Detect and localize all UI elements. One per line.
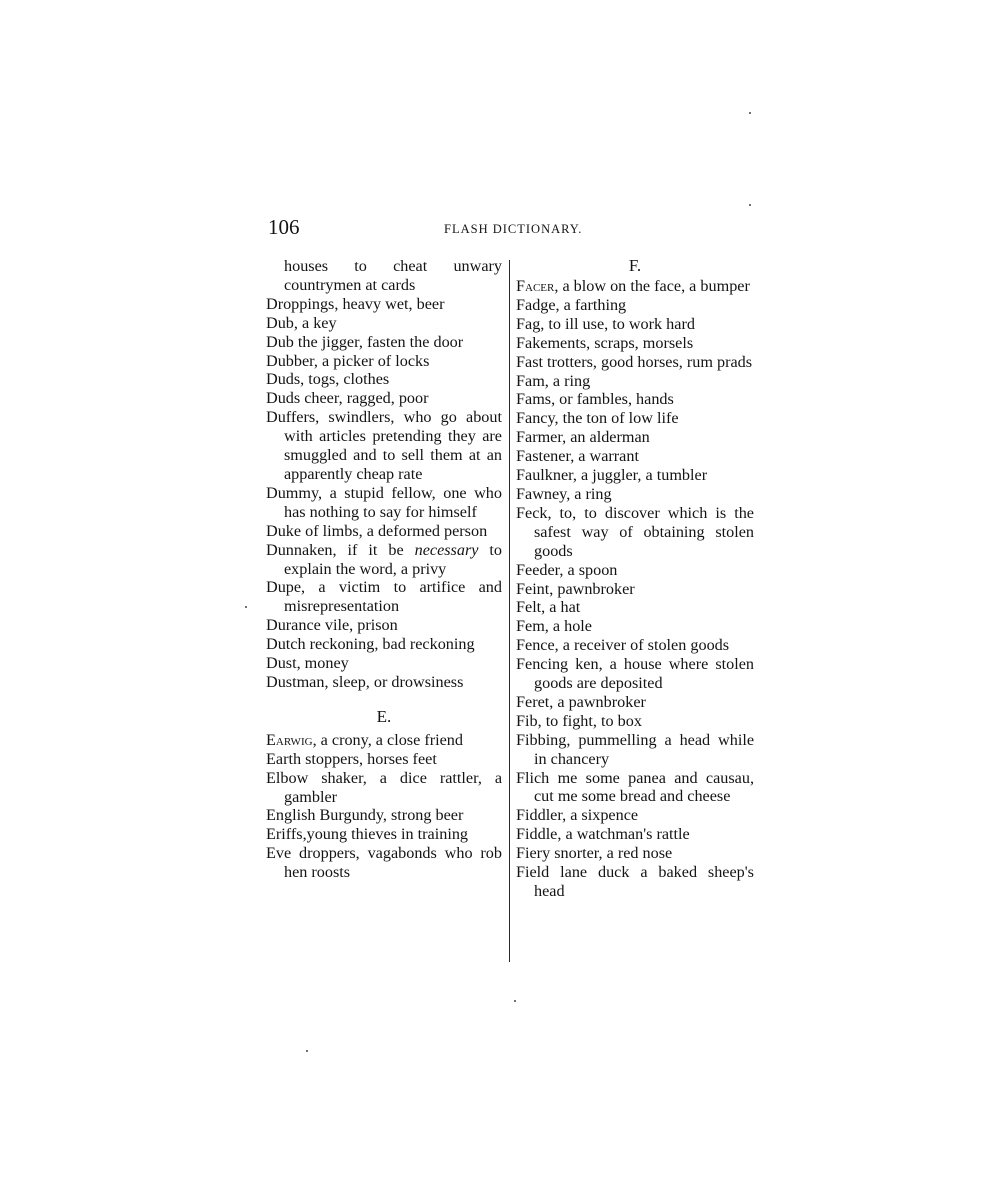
right-column [516, 257, 754, 901]
entry-dummy: Dummy, a stupid fellow, one who has nothing to say for himself [266, 483, 502, 521]
scan-speck [245, 606, 247, 608]
entry-droppings: Droppings, heavy wet, beer [266, 294, 445, 313]
entry-earwig [266, 731, 502, 750]
entry-elbow-shaker: Elbow shaker, a dice rattler, a gambler [266, 768, 502, 806]
entry-feck: Feck, to, to discover which is the safest way of obtaining stolen goods [516, 503, 754, 560]
entry-dupe: Dupe, a victim to artifice and misrepresentation [266, 578, 502, 616]
entry-continuation: houses to cheat unwary countrymen at cards [284, 257, 502, 294]
entry-facer-headword: Facer [516, 277, 555, 295]
entry-feret: Feret, a pawnbroker [516, 692, 646, 711]
entry-dunnaken-tail: to explain the word, a privy [284, 540, 502, 578]
section-heading-e: E. [376, 706, 392, 726]
entry-dustman: Dustman, sleep, or drowsiness [266, 672, 464, 691]
entry-feeder: Feeder, a spoon [516, 560, 618, 579]
entry-fib: Fib, to fight, to box [516, 711, 642, 730]
entry-fiddler: Fiddler, a sixpence [516, 806, 639, 825]
entry-fast-trotters: Fast trotters, good horses, rum prads [516, 352, 753, 371]
entry-fadge: Fadge, a farthing [516, 295, 627, 314]
entry-duds-cheer: Duds cheer, ragged, poor [266, 389, 429, 408]
entry-earth-stoppers: Earth stoppers, horses feet [266, 749, 437, 768]
entry-feint: Feint, pawnbroker [516, 579, 635, 598]
entry-dubber: Dubber, a picker of locks [266, 351, 430, 370]
entry-fams: Fams, or fambles, hands [516, 390, 674, 409]
running-head: FLASH DICTIONARY. [444, 222, 583, 236]
entry-flich: Flich me some panea and causau, cut me some bread and cheese [516, 768, 754, 806]
entry-earwig-headword: Earwig [266, 730, 313, 749]
entry-fag: Fag, to ill use, to work hard [516, 314, 695, 333]
scan-speck [749, 204, 751, 206]
entry-fastener: Fastener, a warrant [516, 447, 639, 466]
column-divider [509, 260, 510, 962]
entry-eriffs: Eriffs,young thieves in training [266, 825, 469, 844]
entry-fencing-ken: Fencing ken, a house where stolen goods are deposited [516, 655, 754, 693]
page-header [266, 215, 756, 241]
entry-dunnaken [266, 541, 502, 579]
entry-field-lane-duck: Field lane duck a baked sheep's head [516, 863, 754, 900]
entry-facer-definition: , a blow on the face, a bumper [554, 277, 750, 295]
entry-felt: Felt, a hat [516, 598, 581, 617]
entry-dub: Dub, a key [266, 313, 337, 332]
entry-fawney: Fawney, a ring [516, 484, 612, 503]
entry-farmer: Farmer, an alderman [516, 428, 650, 447]
entry-faulkner: Faulkner, a juggler, a tumbler [516, 466, 708, 485]
entry-dub-the-jigger: Dub the jigger, fasten the door [266, 332, 464, 351]
scan-speck [306, 1050, 308, 1052]
entry-earwig-definition: , a crony, a close friend [312, 730, 463, 749]
entry-dunnaken-head: Dunnaken, if it be [266, 540, 415, 559]
entry-eve-droppers: Eve droppers, vagabonds who rob hen roosts [266, 844, 502, 882]
section-heading-f: F. [628, 256, 642, 275]
entry-fam: Fam, a ring [516, 371, 591, 390]
page-number: 106 [268, 215, 300, 239]
entry-fibbing: Fibbing, pummelling a head while in chancery [516, 730, 754, 768]
scan-speck [514, 1000, 516, 1002]
entry-duke-of-limbs: Duke of limbs, a deformed person [266, 521, 488, 540]
entry-duds: Duds, togs, clothes [266, 370, 390, 389]
entry-fem: Fem, a hole [516, 617, 592, 636]
entry-durance-vile: Durance vile, prison [266, 616, 398, 635]
entry-dust: Dust, money [266, 654, 349, 673]
entry-dutch-reckoning: Dutch reckoning, bad reckoning [266, 635, 475, 654]
entry-facer [516, 277, 754, 296]
entry-fence: Fence, a receiver of stolen goods [516, 636, 730, 655]
scan-speck [749, 112, 751, 114]
left-column [266, 257, 502, 882]
entry-fancy: Fancy, the ton of low life [516, 409, 679, 428]
entry-fakements: Fakements, scraps, morsels [516, 333, 694, 352]
entry-fiery-snorter: Fiery snorter, a red nose [516, 844, 673, 863]
entry-fiddle: Fiddle, a watchman's rattle [516, 825, 690, 844]
entry-dunnaken-italic: necessary [414, 540, 479, 559]
entry-duffers: Duffers, swindlers, who go about with articles pretending they are smuggled and to sell them at an apparently cheap rate [266, 408, 502, 483]
entry-english-burgundy: English Burgundy, strong beer [266, 806, 464, 825]
